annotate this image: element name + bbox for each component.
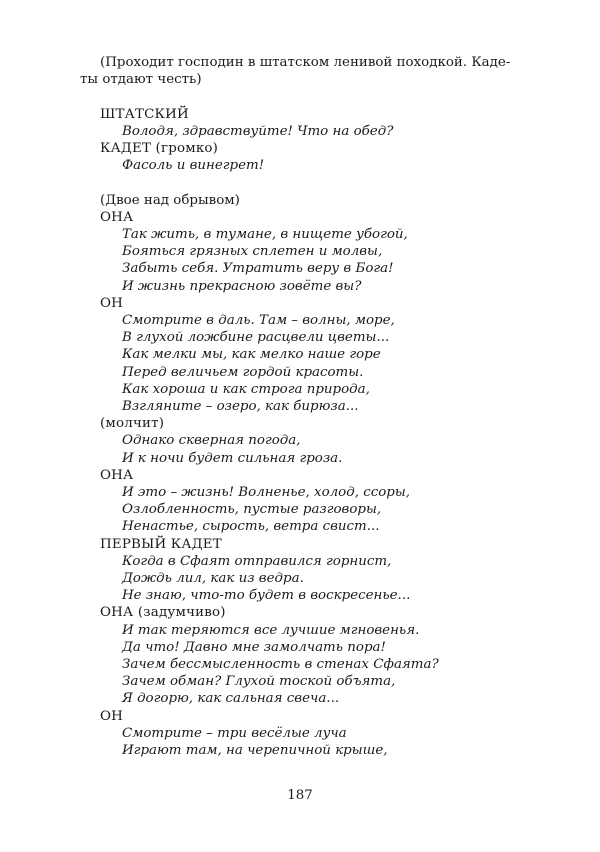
verse-line: Зачем обман? Глухой тоской объята, — [122, 674, 396, 690]
verse-line: Зачем бессмысленность в стенах Сфаята? — [122, 657, 439, 673]
stage-direction-line: (Проходит господин в штатском ленивой походкой. Каде- — [100, 55, 511, 70]
verse-line: Дождь лил, как из ведра. — [122, 571, 304, 587]
verse-line: И к ночи будет сильная гроза. — [122, 450, 343, 466]
verse-line: Озлобленность, пустые разговоры, — [122, 502, 382, 518]
dialogue-block — [100, 209, 530, 760]
stage-direction-line: ты отдают честь) — [80, 72, 202, 88]
verse-line: И так теряются все лучшие мгновенья. — [122, 622, 420, 638]
stage-direction: (Двое над обрывом) — [100, 192, 240, 208]
speaker-name: ОНА — [100, 209, 134, 225]
verse-line: Фасоль и винегрет! — [122, 158, 265, 174]
speaker-name: КАДЕТ (громко) — [100, 141, 219, 156]
page-number: 187 — [287, 788, 313, 803]
verse-line: Не знаю, что-то будет в воскресенье... — [122, 588, 411, 604]
verse-line: Ненастье, сырость, ветра свист... — [122, 519, 380, 535]
speaker-name: ШТАТСКИЙ — [100, 106, 189, 122]
verse-line: Бояться грязных сплетен и молвы, — [122, 244, 383, 260]
verse-line: Когда в Сфаят отправился горнист, — [122, 553, 392, 569]
page-text — [80, 54, 530, 759]
verse-line: И это – жизнь! Волненье, холод, ссоры, — [122, 485, 411, 501]
verse-line: В глухой ложбине расцвели цветы... — [122, 330, 390, 346]
speaker-name: ОН — [100, 708, 124, 724]
verse-line: Да что! Давно мне замолчать пора! — [122, 639, 386, 655]
verse-line: Однако скверная погода, — [122, 433, 301, 449]
verse-line: Забыть себя. Утратить веру в Бога! — [122, 261, 394, 277]
verse-line: Играют там, на черепичной крыше, — [122, 743, 388, 759]
verse-line: Володя, здравствуйте! Что на обед? — [122, 123, 394, 139]
speaker-name: ОНА (задумчиво) — [100, 605, 226, 621]
verse-line: Я догорю, как сальная свеча... — [122, 691, 340, 707]
speaker-name: ПЕРВЫЙ КАДЕТ — [100, 536, 222, 552]
verse-line: Смотрите в даль. Там – волны, море, — [122, 313, 395, 329]
verse-line: Смотрите – три весёлые луча — [122, 725, 347, 741]
speaker-name: ОН — [100, 295, 124, 311]
verse-line: Перед величьем гордой красоты. — [122, 364, 364, 380]
speaker-name: ОНА — [100, 467, 134, 483]
verse-line: Взгляните – озеро, как бирюза... — [122, 399, 359, 415]
verse-line: Как хороша и как строга природа, — [122, 381, 370, 397]
verse-line: И жизнь прекрасною зовёте вы? — [122, 278, 362, 294]
verse-line: Как мелки мы, как мелко наше горе — [122, 347, 381, 363]
dialogue-block — [100, 106, 530, 175]
verse-line: Так жить, в тумане, в нищете убогой, — [122, 227, 408, 242]
speaker-name: (молчит) — [100, 416, 165, 432]
